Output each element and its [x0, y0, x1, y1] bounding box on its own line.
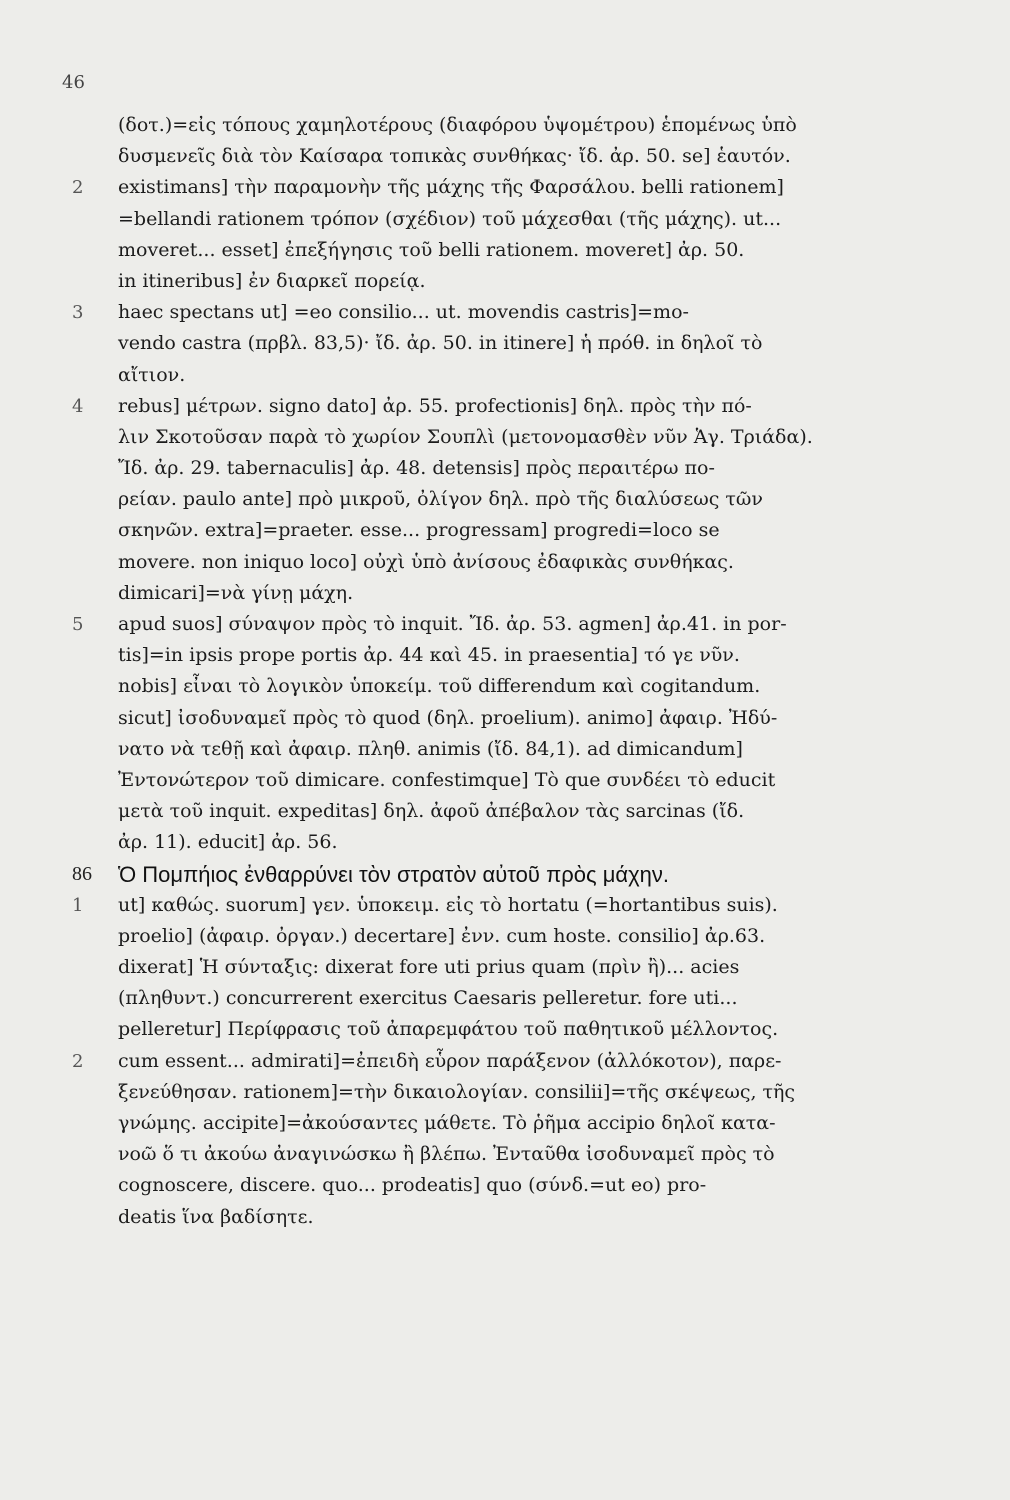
line-text: haec spectans ut] =eo consilio... ut. movendis castris]=mo-	[118, 301, 689, 324]
text-line	[72, 297, 968, 328]
line-text: ρείαν. paulo ante] πρὸ μικροῦ, ὀλίγον δηλ. πρὸ τῆς διαλύσεως τῶν	[118, 488, 763, 511]
line-text: rebus] μέτρων. signo dato] ἀρ. 55. profectionis] δηλ. πρὸς τὴν πό-	[118, 394, 752, 417]
text-line	[118, 578, 968, 609]
line-text: (δοτ.)=εἰς τόπους χαμηλοτέρους (διαφόρου ὑψομέτρου) ἑπομένως ὑπὸ	[118, 114, 797, 136]
text-line	[118, 796, 968, 827]
text-line	[118, 1108, 968, 1139]
text-line	[118, 703, 968, 734]
line-text: νοῶ ὅ τι ἀκούω ἀναγινώσκω ἢ βλέπω. Ἐνταῦθα ἰσοδυναμεῖ πρὸς τὸ	[118, 1143, 775, 1166]
line-text: apud suos] σύναψον πρὸς τὸ inquit. Ἴδ. ἀρ. 53. agmen] ἀρ.41. in por-	[118, 613, 787, 635]
line-number: 5	[72, 614, 84, 635]
line-text: λιν Σκοτοῦσαν παρὰ τὸ χωρίον Σουπλὶ (μετονομασθὲν νῦν Ἁγ. Τριάδα).	[118, 425, 813, 448]
line-text: Ὁ Πομπήιος ἐνθαρρύνει τὸν στρατὸν αὐτοῦ πρὸς μάχην.	[118, 861, 669, 887]
line-text: Ἴδ. ἀρ. 29. tabernaculis] ἀρ. 48. detensis] πρὸς περαιτέρω πο-	[118, 457, 715, 480]
line-number: 4	[72, 395, 84, 417]
text-line	[118, 921, 968, 952]
line-text: dixerat] Ἡ σύνταξις: dixerat fore uti prius quam (πρὶν ἢ)... acies	[118, 956, 740, 979]
line-text: vendo castra (πρβλ. 83,5)· ἴδ. ἀρ. 50. in itinere] ἡ πρόθ. in δηλοῖ τὸ	[118, 332, 763, 355]
line-text: proelio] (ἀφαιρ. ὀργαν.) decertare] ἐνν. cum hoste. consilio] ἀρ.63.	[118, 924, 766, 947]
text-line	[118, 141, 968, 172]
text-line	[118, 484, 968, 515]
line-text: nobis] εἶναι τὸ λογικὸν ὑποκείμ. τοῦ differendum καὶ cogitandum.	[118, 675, 761, 698]
text-line	[118, 827, 968, 858]
line-text: cognoscere, discere. quo... prodeatis] quo (σύνδ.=ut eo) pro-	[118, 1174, 707, 1197]
line-text: deatis ἵνα βαδίσητε.	[118, 1205, 314, 1228]
text-line	[118, 328, 968, 359]
text-line	[72, 1046, 968, 1077]
text-line	[118, 983, 968, 1014]
line-number: 3	[72, 302, 84, 324]
line-text: γνώμης. accipite]=ἀκούσαντες μάθετε. Τὸ ῥῆμα accipio δηλοῖ κατα-	[118, 1112, 776, 1134]
text-line	[118, 515, 968, 546]
text-line	[118, 360, 968, 391]
text-line	[118, 422, 968, 453]
text-line	[118, 453, 968, 484]
line-text: in itineribus] ἐν διαρκεῖ πορείᾳ.	[118, 269, 426, 292]
line-number: 1	[72, 894, 84, 916]
line-text: sicut] ἰσοδυναμεῖ πρὸς τὸ quod (δηλ. proelium). animo] ἀφαιρ. Ἠδύ-	[118, 706, 778, 729]
page-number: 46	[62, 72, 85, 93]
text-line	[72, 172, 968, 203]
line-number: 2	[72, 1050, 84, 1072]
text-line	[118, 671, 968, 702]
text-line	[118, 1170, 968, 1201]
text-line	[118, 110, 968, 141]
line-text: existimans] τὴν παραμονὴν τῆς μάχης τῆς Φαρσάλου. belli rationem]	[118, 176, 784, 199]
line-number: 86	[72, 862, 92, 885]
line-text: ξενεύθησαν. rationem]=τὴν δικαιολογίαν. consilii]=τῆς σκέψεως, τῆς	[118, 1080, 796, 1103]
text-line	[118, 235, 968, 266]
line-number: 2	[72, 177, 84, 199]
text-line	[118, 640, 968, 671]
line-text: αἴτιον.	[118, 363, 186, 386]
line-text: Ἐντονώτερον τοῦ dimicare. confestimque] Τὸ que συνδέει τὸ educit	[118, 768, 776, 791]
commentary-body	[72, 110, 968, 1233]
line-text: δυσμενεῖς διὰ τὸν Καίσαρα τοπικὰς συνθήκας· ἴδ. ἀρ. 50. se] ἑαυτόν.	[118, 145, 791, 168]
text-line	[72, 391, 968, 422]
text-line	[72, 609, 968, 640]
line-text: pelleretur] Περίφρασις τοῦ ἀπαρεμφάτου τοῦ παθητικοῦ μέλλοντος.	[118, 1018, 779, 1041]
line-text: ut] καθώς. suorum] γεν. ὑποκειμ. εἰς τὸ hortatu (=hortantibus suis).	[118, 893, 778, 916]
line-text: μετὰ τοῦ inquit. expeditas] δηλ. ἀφοῦ ἀπέβαλον τὰς sarcinas (ἴδ.	[118, 800, 745, 823]
line-text: =bellandi rationem τρόπον (σχέδιον) τοῦ μάχεσθαι (τῆς μάχης). ut...	[118, 207, 782, 230]
text-line	[118, 952, 968, 983]
line-text: νατο νὰ τεθῇ καὶ ἀφαιρ. πληθ. animis (ἴδ. 84,1). ad dimicandum]	[118, 737, 743, 760]
text-line	[72, 890, 968, 921]
text-line	[118, 1077, 968, 1108]
text-line	[118, 734, 968, 765]
text-line	[118, 1139, 968, 1170]
line-text: movere. non iniquo loco] οὐχὶ ὑπὸ ἀνίσους ἐδαφικὰς συνθήκας.	[118, 550, 734, 573]
line-text: (πληθυντ.) concurrerent exercitus Caesaris pelleretur. fore uti...	[118, 987, 738, 1010]
section-heading	[72, 859, 968, 890]
line-text: moveret... esset] ἐπεξήγησις τοῦ belli rationem. moveret] ἀρ. 50.	[118, 238, 745, 261]
line-text: σκηνῶν. extra]=praeter. esse... progressam] progredi=loco se	[118, 519, 720, 542]
line-text: dimicari]=νὰ γίνῃ μάχη.	[118, 581, 354, 604]
line-text: tis]=in ipsis prope portis ἀρ. 44 καὶ 45. in praesentia] τό γε νῦν.	[118, 644, 740, 667]
text-line	[118, 765, 968, 796]
text-line	[118, 204, 968, 235]
text-line	[118, 266, 968, 297]
text-line	[118, 1014, 968, 1045]
text-line	[118, 547, 968, 578]
line-text: cum essent... admirati]=ἐπειδὴ εὗρον παράξενον (ἀλλόκοτον), παρε-	[118, 1049, 782, 1072]
text-line	[118, 1202, 968, 1233]
line-text: ἀρ. 11). educit] ἀρ. 56.	[118, 831, 338, 854]
